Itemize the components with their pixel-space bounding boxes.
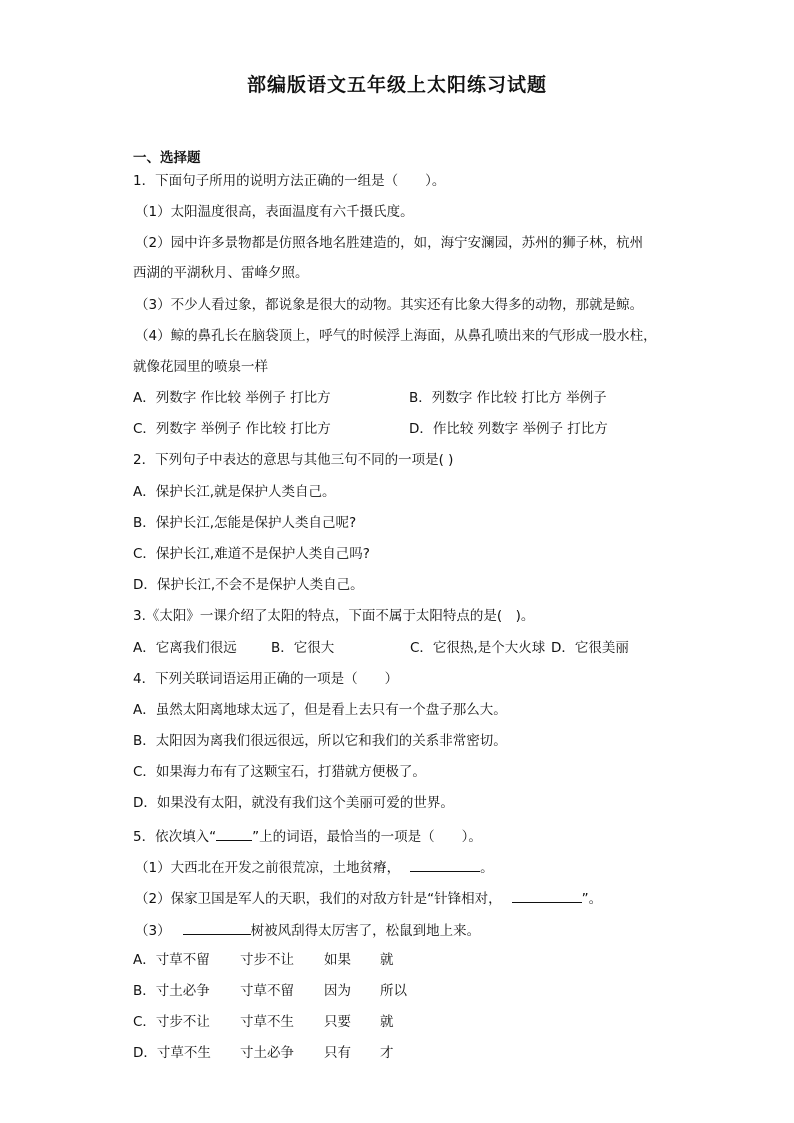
q5-stem	[133, 826, 482, 846]
page-title: 部编版语文五年级上太阳练习试题	[246, 74, 547, 96]
q2-option-b: B．保护长江,怎能是保护人类自己呢?	[133, 515, 357, 531]
q5-sentence-3-pre: （3）	[135, 923, 171, 939]
q5-blank-3	[183, 920, 251, 935]
q5-option-c-word-2: 寸草不生	[240, 1014, 294, 1030]
q5-option-a-word-2: 寸步不让	[240, 952, 294, 968]
q5-option-d-label: D．寸草不生	[133, 1045, 211, 1061]
q5-option-b-word-4: 所以	[380, 983, 407, 999]
q5-sentence-2	[135, 888, 602, 908]
q5-sentence-1	[135, 857, 494, 877]
q5-option-a-word-4: 就	[380, 952, 394, 968]
q3-stem: 3.《太阳》一课介绍了太阳的特点，下面不属于太阳特点的是( )。	[133, 608, 535, 624]
q5-option-a-label: A．寸草不留	[133, 952, 210, 968]
q2-option-d: D．保护长江,不会不是保护人类自己。	[133, 577, 364, 593]
section-heading: 一、选择题	[133, 150, 201, 166]
q5-option-b	[133, 982, 733, 1000]
q1-sentence-1: （1）太阳温度很高，表面温度有六千摄氏度。	[135, 204, 414, 220]
q5-blank-1	[410, 857, 480, 872]
q2-option-c: C．保护长江,难道不是保护人类自己吗?	[133, 546, 370, 562]
q2-stem: 2．下列句子中表达的意思与其他三句不同的一项是( )	[133, 452, 454, 468]
q2-option-a: A．保护长江,就是保护人类自己。	[133, 484, 336, 500]
q1-sentence-4b: 就像花园里的喷泉一样	[133, 359, 268, 375]
q5-option-c	[133, 1013, 733, 1031]
q1-option-c: C．列数字 举例子 作比较 打比方	[133, 421, 331, 437]
q5-option-b-word-2: 寸草不留	[240, 983, 294, 999]
q5-stem-pre: 5．依次填入“	[133, 829, 217, 845]
q5-option-d-word-2: 寸土必争	[240, 1045, 294, 1061]
q5-option-a-word-3: 如果	[324, 952, 351, 968]
q1-stem: 1．下面句子所用的说明方法正确的一组是（ ）。	[133, 173, 446, 189]
q5-stem-blank	[216, 826, 252, 841]
q5-stem-post: ”上的词语，最恰当的一项是（ ）。	[252, 829, 482, 845]
q4-stem: 4．下列关联词语运用正确的一项是（ ）	[133, 671, 399, 687]
q5-option-d	[133, 1044, 733, 1062]
q1-option-a: A．列数字 作比较 举例子 打比方	[133, 390, 331, 406]
q1-sentence-3: （3）不少人看过象，都说象是很大的动物。其实还有比象大得多的动物，那就是鲸。	[135, 297, 644, 313]
q5-sentence-3	[135, 920, 480, 940]
q5-option-c-word-4: 就	[380, 1014, 394, 1030]
q5-option-a	[133, 951, 733, 969]
q3-option-c: C．它很热,是个大火球	[410, 640, 546, 656]
q1-sentence-2b: 西湖的平湖秋月、雷峰夕照。	[133, 265, 309, 281]
q5-sentence-2-pre: （2）保家卫国是军人的天职，我们的对敌方针是“针锋相对，	[135, 891, 502, 907]
q5-sentence-3-post: 树被风刮得太厉害了，松鼠到地上来。	[250, 923, 481, 939]
q5-option-c-label: C．寸步不让	[133, 1014, 210, 1030]
q5-option-d-word-3: 只有	[324, 1045, 351, 1061]
q5-blank-2	[512, 888, 582, 903]
q4-option-d: D．如果没有太阳，就没有我们这个美丽可爱的世界。	[133, 795, 454, 811]
q5-option-c-word-3: 只要	[324, 1014, 351, 1030]
q5-sentence-1-post: 。	[480, 860, 494, 876]
q1-sentence-4a: （4）鲸的鼻孔长在脑袋顶上，呼气的时候浮上海面，从鼻孔喷出来的气形成一股水柱，	[135, 328, 657, 344]
q5-option-b-word-3: 因为	[324, 983, 351, 999]
q1-option-b: B．列数字 作比较 打比方 举例子	[409, 390, 607, 406]
q3-option-b: B．它很大	[271, 640, 335, 656]
q5-sentence-2-post: ”。	[581, 891, 603, 907]
q3-option-d: D．它很美丽	[551, 640, 629, 656]
q5-option-b-label: B．寸土必争	[133, 983, 210, 999]
q1-option-d: D．作比较 列数字 举例子 打比方	[409, 421, 608, 437]
q5-option-d-word-4: 才	[380, 1045, 394, 1061]
q3-option-a: A．它离我们很远	[133, 640, 237, 656]
q4-option-c: C．如果海力布有了这颗宝石，打猎就方便极了。	[133, 764, 426, 780]
q4-option-a: A．虽然太阳离地球太远了，但是看上去只有一个盘子那么大。	[133, 702, 507, 718]
q1-sentence-2a: （2）园中许多景物都是仿照各地名胜建造的，如，海宁安澜园，苏州的狮子林，杭州	[135, 235, 644, 251]
q5-sentence-1-pre: （1）大西北在开发之前很荒凉，土地贫瘠，	[135, 860, 401, 876]
q4-option-b: B．太阳因为离我们很远很远，所以它和我们的关系非常密切。	[133, 733, 507, 749]
